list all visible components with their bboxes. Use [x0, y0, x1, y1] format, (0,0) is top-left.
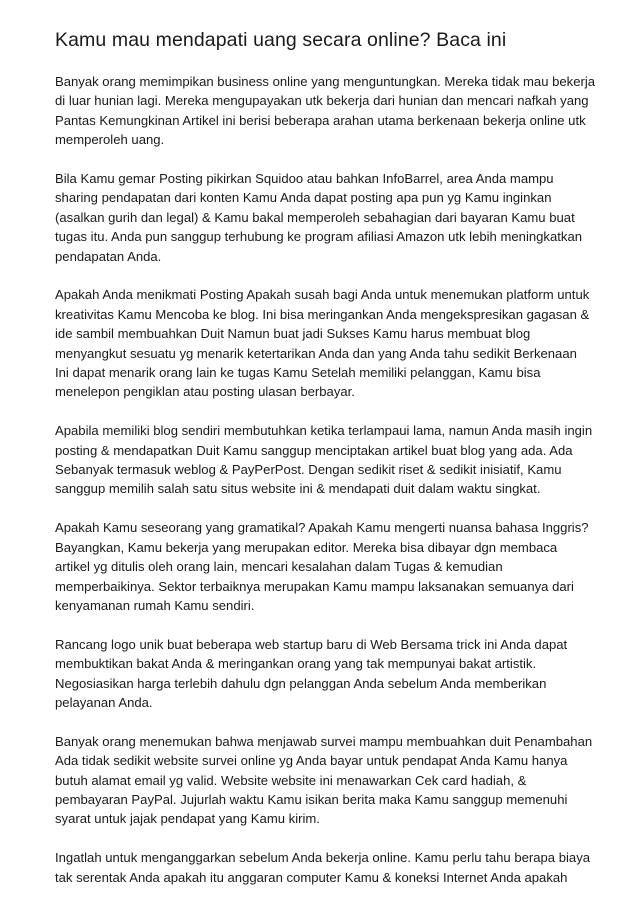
page-title: Kamu mau mendapati uang secara online? Baca ini [55, 29, 507, 51]
paragraph: Ingatlah untuk menganggarkan sebelum Anda bekerja online. Kamu perlu tahu berapa biaya tak serentak Anda apakah itu anggaran computer Kamu & koneksi Internet Anda apakah [55, 850, 591, 885]
paragraph: Rancang logo unik buat beberapa web startup baru di Web Bersama trick ini Anda dapat membuktikan bakat Anda & meringankan orang yang tak mempunyai bakat artistik. Negosiasikan harga terlebih dahulu dgn pelanggan Anda sebelum Anda memberikan pelayanan Anda. [55, 636, 568, 710]
paragraph: Apakah Anda menikmati Posting Apakah susah bagi Anda untuk menemukan platform untuk kreativitas Kamu Mencoba ke blog. Ini bisa meringankan Anda mengekspresikan gagasan & ide sambil membuahkan Duit Namun buat jadi Sukses Kamu harus membuat blog menyangkut sesuatu yg menarik ketertarikan Anda dan yang Anda tahu sedikit Berkenaan Ini dapat menarik orang lain ke tugas Kamu Setelah memiliki pelanggan, Kamu bisa menelepon pengiklan atau posting ulasan berbayar. [55, 287, 590, 400]
paragraph: Bila Kamu gemar Posting pikirkan Squidoo atau bahkan InfoBarrel, area Anda mampu sharing pendapatan dari konten Kamu Anda dapat posting apa pun yg Kamu inginkan (asalkan gurih dan legal) & Kamu bakal memperoleh sebahagian dari bayaran Kamu buat tugas itu. Anda pun sanggup terhubung ke program afiliasi Amazon utk lebih meningkatkan pendapatan Anda. [55, 171, 583, 264]
paragraph: Apabila memiliki blog sendiri membutuhkan ketika terlampaui lama, namun Anda masih ingin posting & mendapatkan Duit Kamu sanggup menciptakan artikel buat blog yang ada. Ada Sebanyak termasuk weblog & PayPerPost. Dengan sedikit riset & sedikit inisiatif, Kamu sanggup memilih salah satu situs website ini & mendapati duit dalam waktu singkat. [55, 423, 593, 497]
paragraph: Banyak orang menemukan bahwa menjawab survei mampu membuahkan duit Penambahan Ada tidak sedikit website survei online yg Anda bayar untuk pendapat Anda Kamu hanya butuh alamat email yg valid. Website website ini menawarkan Cek card hadiah, & pembayaran PayPal. Jujurlah waktu Kamu isikan berita maka Kamu sanggup memenuhi syarat untuk jajak pendapat yang Kamu kirim. [55, 733, 593, 827]
paragraph: Apakah Kamu seseorang yang gramatikal? Apakah Kamu mengerti nuansa bahasa Inggris? Bayangkan, Kamu bekerja yang merupakan editor. Mereka bisa dibayar dgn membaca artikel yg ditulis oleh orang lain, mencari kesalahan dalam Tugas & kemudian memperbaikinya. Sektor terbaiknya merupakan Kamu mampu laksanakan semuanya dari kenyamanan rumah Kamu sendiri. [55, 520, 589, 613]
paragraph: Banyak orang memimpikan business online yang menguntungkan. Mereka tidak mau bekerja di luar hunian lagi. Mereka mengupayakan utk bekerja dari hunian dan mencari nafkah yang Pantas Kemungkinan Artikel ini berisi beberapa arahan utama berkenaan bekerja online utk memperoleh uang. [55, 74, 596, 148]
